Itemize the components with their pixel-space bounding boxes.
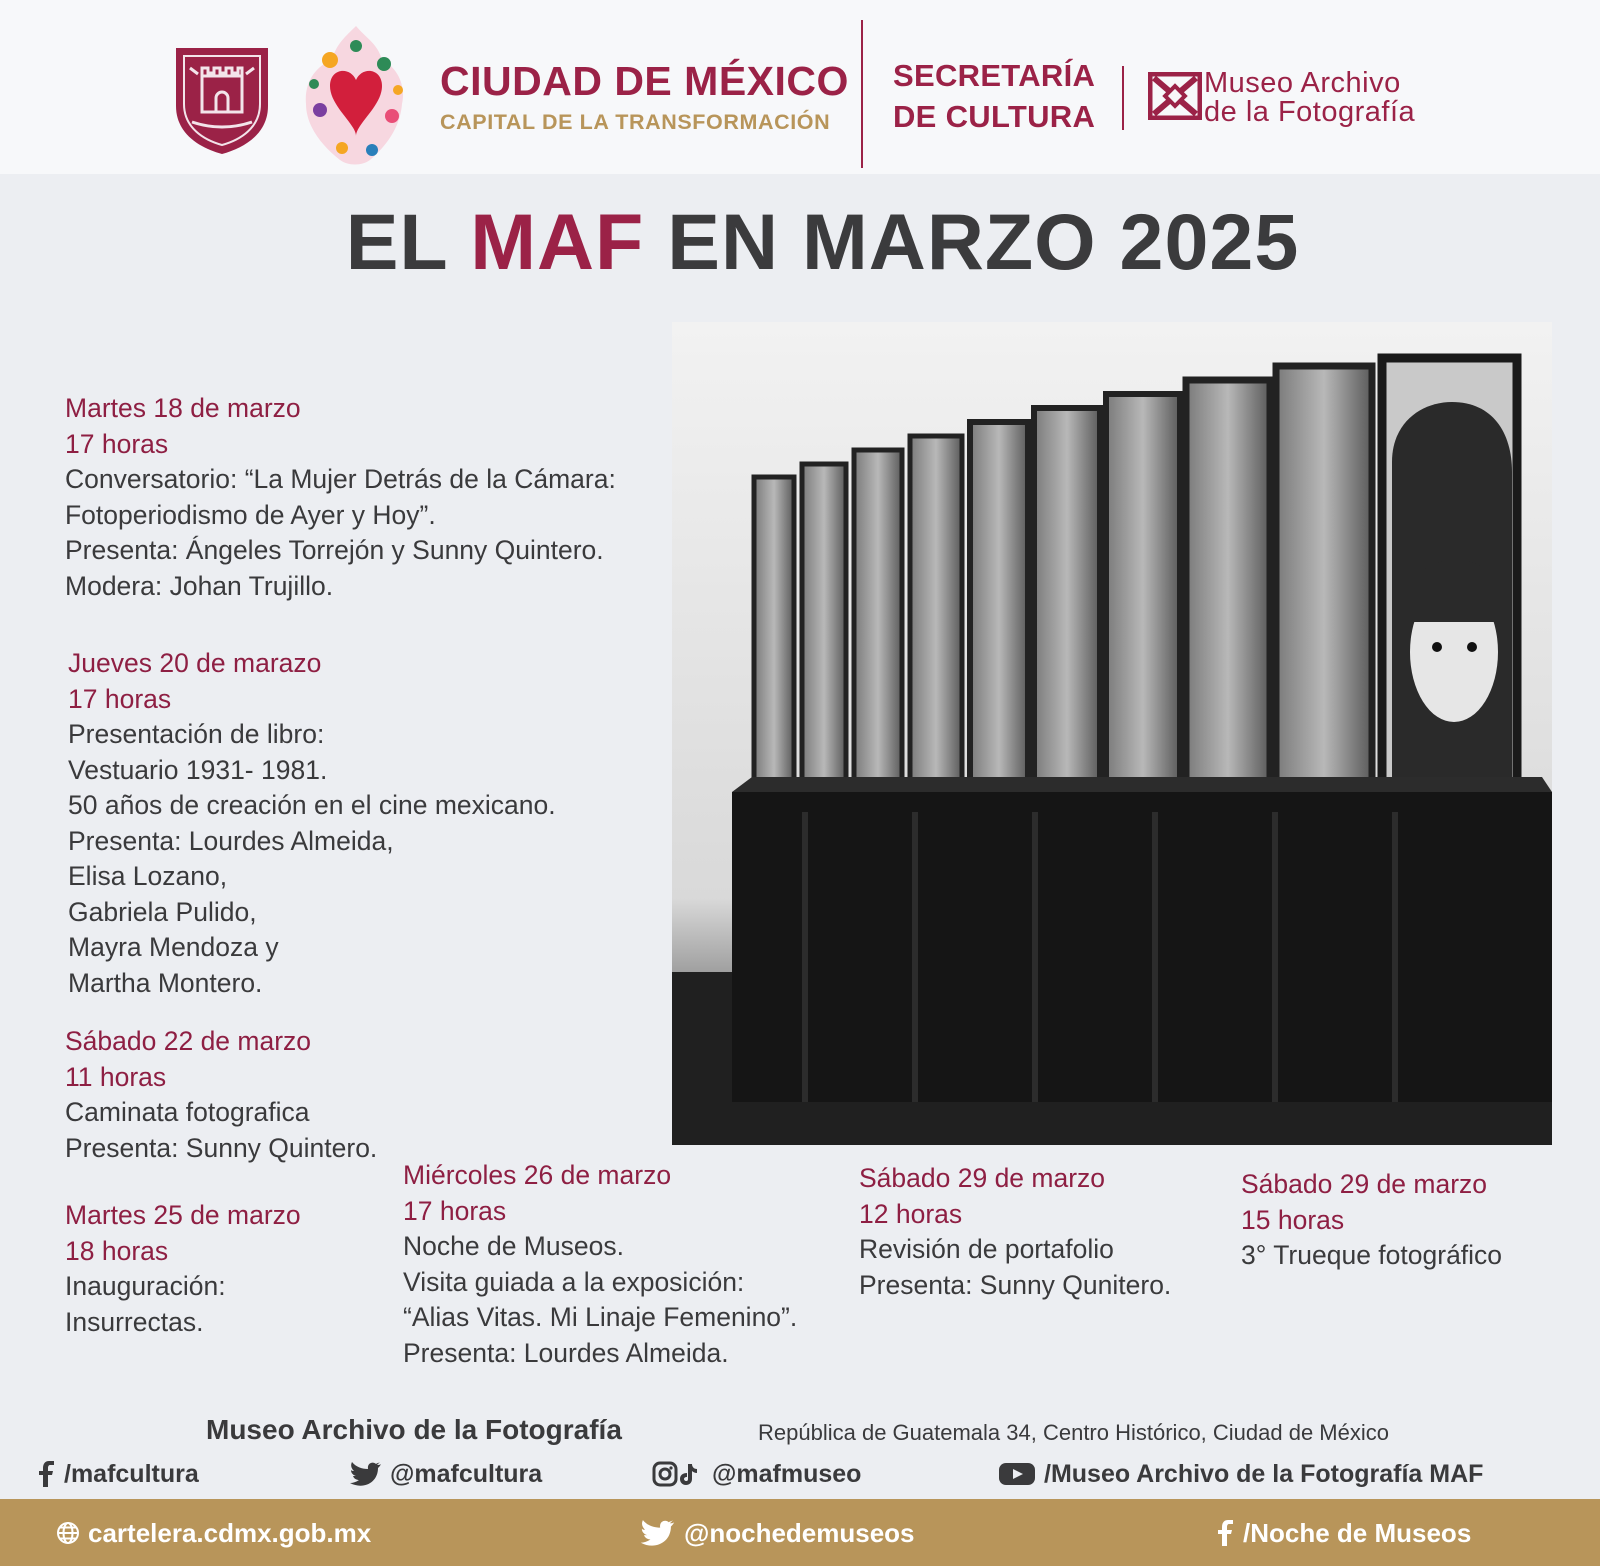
event-line: Presenta: Lourdes Almeida. xyxy=(403,1337,729,1368)
facebook-icon xyxy=(38,1461,56,1487)
event-date: Martes 18 de marzo xyxy=(65,393,301,423)
museum-name-line-1: Museo Archivo xyxy=(1204,67,1401,99)
event-time: 17 horas xyxy=(68,683,172,714)
twitter-icon xyxy=(350,1461,382,1487)
twitter-icon xyxy=(640,1519,676,1547)
social-handle: /mafcultura xyxy=(64,1459,199,1488)
title-accent: MAF xyxy=(470,197,645,286)
footer-address: República de Guatemala 34, Centro Histórico, Ciudad de México xyxy=(758,1420,1389,1445)
event-line: Inauguración: xyxy=(65,1271,226,1301)
event-1 xyxy=(65,391,616,604)
social-youtube[interactable] xyxy=(998,1459,1483,1489)
event-date: Sábado 22 de marzo xyxy=(65,1026,312,1056)
noche-facebook-handle: /Noche de Museos xyxy=(1243,1517,1472,1548)
event-line: Visita guiada a la exposición: xyxy=(403,1266,745,1297)
title-suffix: EN MARZO 2025 xyxy=(644,197,1300,286)
museum-name-line-2: de la Fotografía xyxy=(1204,96,1416,128)
maf-logo-icon xyxy=(1148,72,1202,120)
city-tagline: CAPITAL DE LA TRANSFORMACIÓN xyxy=(440,110,831,134)
social-facebook[interactable] xyxy=(38,1459,199,1489)
header-divider xyxy=(861,20,863,168)
noche-facebook-link[interactable] xyxy=(1217,1517,1471,1549)
event-line: Caminata fotografica xyxy=(65,1097,310,1127)
event-time: 11 horas xyxy=(65,1061,167,1092)
event-date: Martes 25 de marzo xyxy=(65,1200,301,1230)
featured-photo xyxy=(672,322,1552,1145)
website-link[interactable] xyxy=(56,1517,371,1549)
event-line: Noche de Museos. xyxy=(403,1231,624,1261)
instagram-tiktok-icon xyxy=(652,1461,704,1487)
cdmx-shield-icon xyxy=(172,44,272,156)
event-date: Sábado 29 de marzo xyxy=(859,1163,1106,1193)
title-prefix: EL xyxy=(345,197,471,286)
event-line: Mayra Mendoza y xyxy=(68,932,279,962)
event-7 xyxy=(1241,1167,1502,1274)
event-line: “Alias Vitas. Mi Linaje Femenino”. xyxy=(403,1302,798,1332)
event-line: 3° Trueque fotográfico xyxy=(1241,1240,1503,1270)
facebook-icon xyxy=(1217,1519,1235,1547)
event-date: Sábado 29 de marzo xyxy=(1241,1169,1488,1199)
noche-twitter-handle: @nochedemuseos xyxy=(684,1517,915,1548)
event-time: 12 horas xyxy=(859,1198,963,1229)
bottom-bar xyxy=(0,1499,1600,1566)
secretaria-line-2: DE CULTURA xyxy=(893,99,1096,134)
event-time: 17 horas xyxy=(403,1195,507,1226)
event-2 xyxy=(68,646,556,1001)
event-line: Insurrectas. xyxy=(65,1306,204,1337)
secretaria-line-1: SECRETARÍA xyxy=(893,58,1096,93)
event-time: 17 horas xyxy=(65,428,169,459)
page-title xyxy=(0,196,1600,288)
website-url: cartelera.cdmx.gob.mx xyxy=(88,1517,372,1548)
social-handle: /Museo Archivo de la Fotografía MAF xyxy=(1044,1459,1484,1488)
event-date: Miércoles 26 de marzo xyxy=(403,1160,672,1190)
noche-twitter-link[interactable] xyxy=(640,1517,915,1549)
social-handle: @mafmuseo xyxy=(712,1459,862,1488)
city-name: CIUDAD DE MÉXICO xyxy=(440,58,849,104)
social-handle: @mafcultura xyxy=(390,1459,543,1488)
event-6 xyxy=(859,1161,1171,1303)
social-instagram-tiktok[interactable] xyxy=(652,1459,861,1489)
event-time: 15 horas xyxy=(1241,1204,1345,1235)
event-time: 18 horas xyxy=(65,1235,169,1266)
cdmx-heart-map-icon xyxy=(300,20,412,170)
social-twitter[interactable] xyxy=(350,1459,542,1489)
event-line: Conversatorio: “La Mujer Detrás de la Cámara: xyxy=(65,464,616,494)
event-line: Fotoperiodismo de Ayer y Hoy”. xyxy=(65,499,436,530)
event-date: Jueves 20 de marazo xyxy=(68,648,322,678)
event-line: Presenta: Lourdes Almeida, xyxy=(68,825,394,856)
event-line: Vestuario 1931- 1981. xyxy=(68,754,328,785)
footer-museum-name: Museo Archivo de la Fotografía xyxy=(206,1414,622,1445)
event-3 xyxy=(65,1024,377,1166)
event-line: Modera: Johan Trujillo. xyxy=(65,570,334,601)
youtube-icon xyxy=(998,1461,1036,1487)
event-line: Presentación de libro: xyxy=(68,719,325,749)
event-5 xyxy=(403,1158,797,1371)
event-line: Gabriela Pulido, xyxy=(68,896,257,927)
globe-icon xyxy=(56,1521,80,1545)
event-line: Martha Montero. xyxy=(68,967,263,998)
event-line: 50 años de creación en el cine mexicano. xyxy=(68,790,556,820)
event-line: Presenta: Sunny Quintero. xyxy=(65,1132,378,1163)
event-line: Revisión de portafolio xyxy=(859,1234,1114,1264)
event-line: Presenta: Ángeles Torrejón y Sunny Quintero. xyxy=(65,535,604,565)
event-line: Presenta: Sunny Qunitero. xyxy=(859,1269,1172,1300)
header-divider-small xyxy=(1122,66,1124,130)
event-line: Elisa Lozano, xyxy=(68,861,228,891)
event-4 xyxy=(65,1198,301,1340)
